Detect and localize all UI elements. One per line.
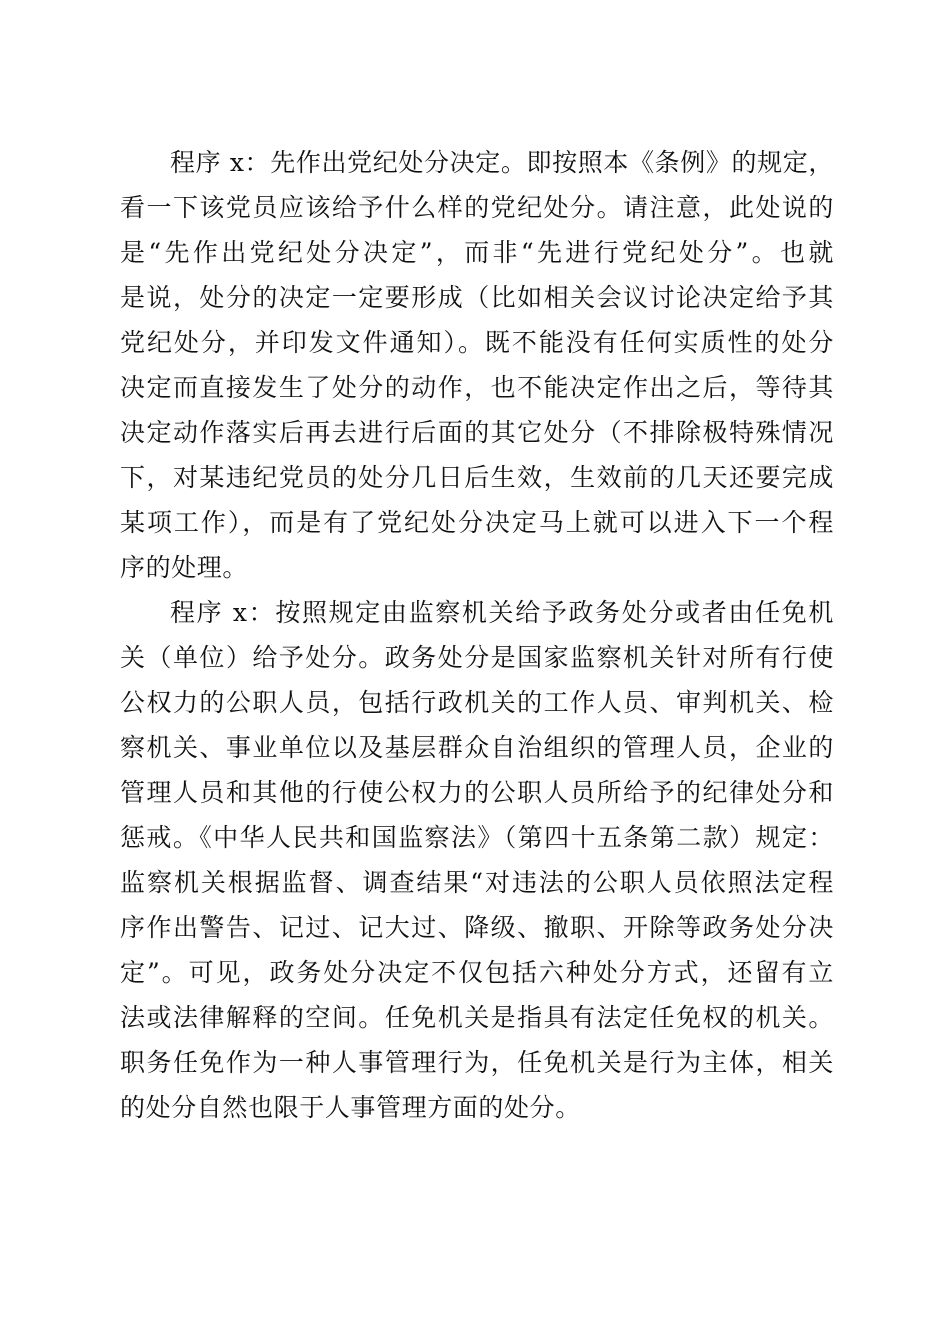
text-line: 法或法律解释的空间。任免机关是指具有法定任免权的机关。 (120, 1003, 834, 1032)
text-line: 某项工作），而是有了党纪处分决定马上就可以进入下一个程 (120, 508, 834, 537)
text-line: 决定而直接发生了处分的动作，也不能决定作出之后，等待其 (120, 373, 834, 402)
paragraph-2 (120, 590, 834, 1130)
text-line: 是“先作出党纪处分决定”，而非“先进行党纪处分”。也就 (120, 238, 834, 267)
text-line: 监察机关根据监督、调查结果“对违法的公职人员依照法定程 (120, 868, 834, 897)
text-line: 管理人员和其他的行使公权力的公职人员所给予的纪律处分和 (120, 778, 834, 807)
text-line: 党纪处分，并印发文件通知）。既不能没有任何实质性的处分 (120, 328, 834, 357)
text-line: 是说，处分的决定一定要形成（比如相关会议讨论决定给予其 (120, 283, 834, 312)
text-line: 察机关、事业单位以及基层群众自治组织的管理人员，企业的 (120, 733, 834, 762)
text-line: 惩戒。《中华人民共和国监察法》（第四十五条第二款）规定： (120, 823, 834, 852)
text-line: 定”。可见，政务处分决定不仅包括六种处分方式，还留有立 (120, 958, 834, 987)
text-line: 序作出警告、记过、记大过、降级、撤职、开除等政务处分决 (120, 913, 834, 942)
text-line: 决定动作落实后再去进行后面的其它处分（不排除极特殊情况 (120, 418, 834, 447)
text-line: 程序 x：先作出党纪处分决定。即按照本《条例》的规定， (170, 148, 834, 177)
text-line: 职务任免作为一种人事管理行为，任免机关是行为主体，相关 (120, 1048, 834, 1077)
text-line: 下，对某违纪党员的处分几日后生效，生效前的几天还要完成 (120, 463, 834, 492)
paragraph-1 (120, 140, 834, 590)
text-line: 公权力的公职人员，包括行政机关的工作人员、审判机关、检 (120, 688, 834, 717)
text-line: 看一下该党员应该给予什么样的党纪处分。请注意，此处说的 (120, 193, 834, 222)
text-line: 关（单位）给予处分。政务处分是国家监察机关针对所有行使 (120, 643, 834, 672)
text-line: 序的处理。 (120, 553, 249, 582)
text-line: 程序 x：按照规定由监察机关给予政务处分或者由任免机 (170, 598, 834, 627)
text-line: 的处分自然也限于人事管理方面的处分。 (120, 1093, 581, 1122)
body-text (120, 140, 834, 1130)
